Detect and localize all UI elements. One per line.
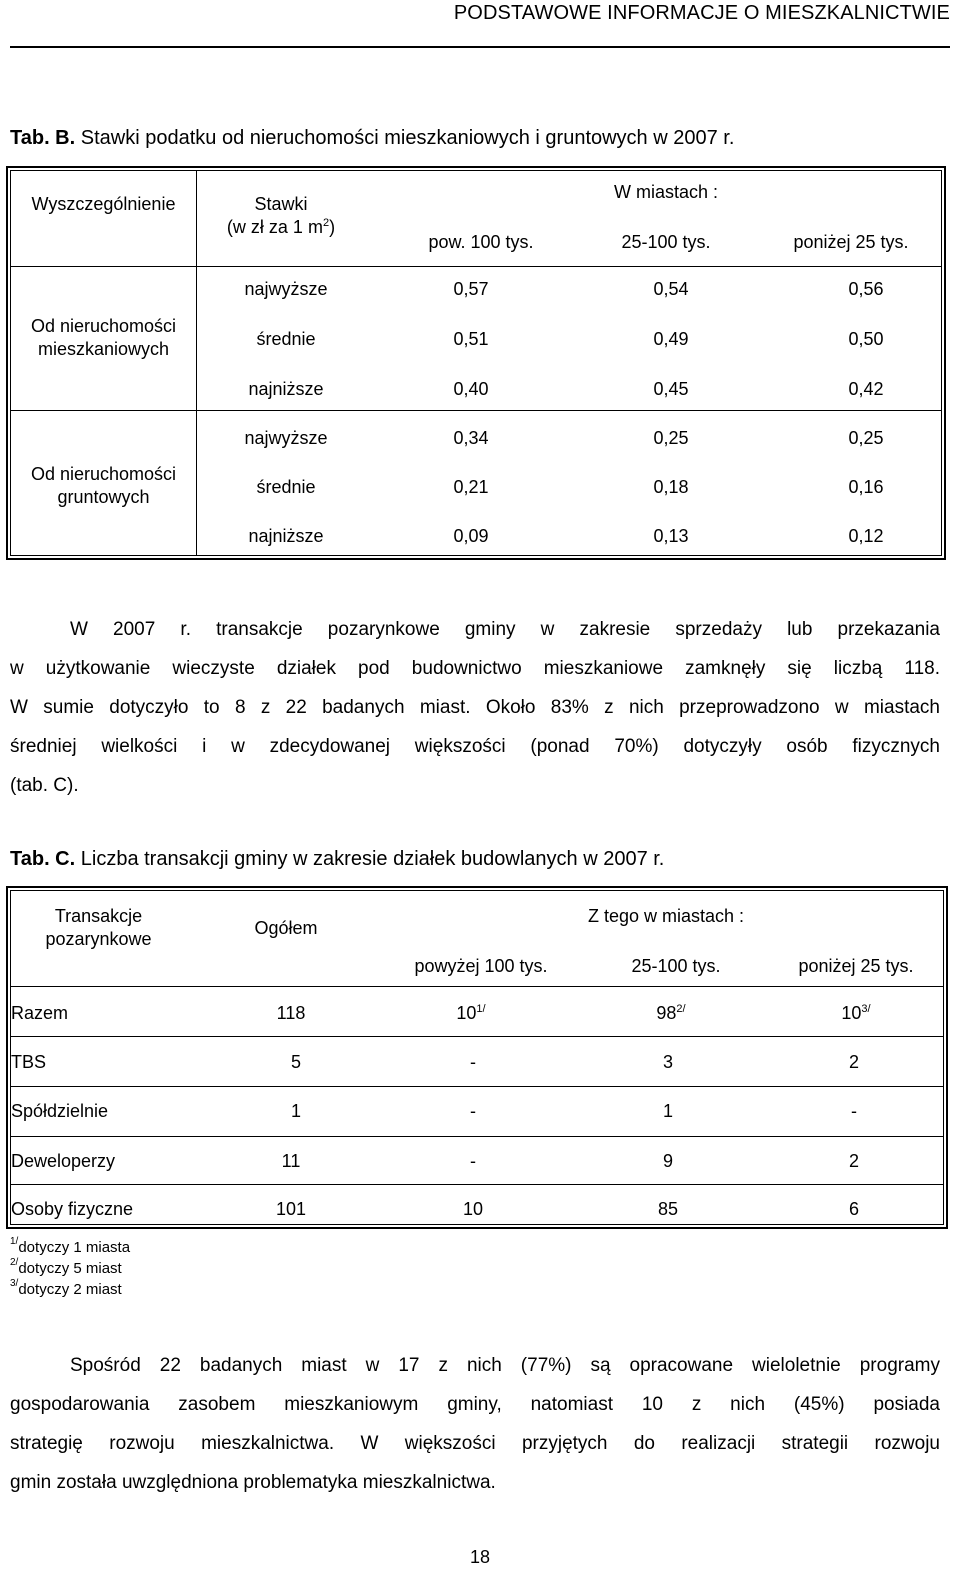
col-header-city3: poniżej 25 tys.: [793, 232, 909, 252]
col-header-type-line2: pozarynkowe: [45, 929, 152, 949]
footnote-mark: 2/: [10, 1257, 19, 1268]
value-city1: 0,57: [453, 279, 489, 299]
value-city1: [431, 1002, 511, 1025]
row-rule: [11, 1136, 943, 1137]
col-header-rates-line1: Stawki: [254, 194, 308, 214]
footnote: [10, 1238, 130, 1258]
value-city1: 0,21: [453, 477, 489, 497]
value-city1: 10: [462, 1199, 484, 1219]
row-rule: [11, 1086, 943, 1087]
value-text: 98: [656, 1003, 677, 1023]
group-label-residential: [11, 315, 196, 361]
value-city3: 0,42: [848, 379, 884, 399]
rate-label: najwyższe: [244, 279, 328, 299]
table-b-group-rule: [11, 410, 941, 411]
value-city3: 2: [848, 1151, 859, 1171]
table-c-title: Liczba transakcji gminy w zakresie działek budowlanych w 2007 r.: [80, 848, 665, 870]
table-b-header-rule: [11, 266, 941, 267]
value-city1: 0,34: [453, 428, 489, 448]
footnote-mark: 3/: [10, 1278, 19, 1289]
header-rule: [10, 46, 950, 48]
rate-label: najwyższe: [244, 428, 328, 448]
value-city2: 0,18: [653, 477, 689, 497]
table-b-title: Stawki podatku od nieruchomości mieszkaniowych i gruntowych w 2007 r.: [80, 127, 735, 149]
value-city3: 0,56: [848, 279, 884, 299]
col-header-type-line1: Transakcje: [54, 906, 143, 926]
row-rule: [11, 1036, 943, 1037]
col-header-city1: pow. 100 tys.: [428, 232, 534, 252]
value-city1: 0,40: [453, 379, 489, 399]
col-header-city1: powyżej 100 tys.: [414, 956, 548, 976]
row-rule: [11, 1184, 943, 1185]
value-total: 11: [281, 1151, 301, 1171]
value-city2: 0,49: [653, 329, 689, 349]
col-header-rates-line2: (w zł za 1 m: [226, 217, 323, 237]
col-header-city2: 25-100 tys.: [621, 232, 711, 252]
value-text: 10: [841, 1003, 862, 1023]
value-city2: [631, 1002, 711, 1025]
value-city1: -: [470, 1101, 476, 1121]
group-label-line2: gruntowych: [57, 487, 150, 507]
footnote-mark: 1/: [476, 1003, 486, 1015]
table-c: [10, 890, 944, 1225]
table-b: [10, 170, 942, 556]
footnote-mark: 1/: [10, 1236, 19, 1247]
paragraph-line: W 2007 r. transakcje pozarynkowe gminy w zakresie sprzedaży lub przekazania: [70, 619, 940, 640]
value-city3: [816, 1002, 896, 1025]
table-c-header-rule: [11, 986, 943, 987]
rate-label: średnie: [256, 329, 316, 349]
value-total: 5: [290, 1052, 301, 1072]
row-name: Osoby fizyczne: [11, 1199, 134, 1219]
value-city2: 9: [662, 1151, 673, 1171]
rate-label: najniższe: [248, 526, 324, 546]
value-city2: 85: [657, 1199, 679, 1219]
col-header-total: Ogółem: [254, 918, 318, 938]
col-header-spec: Wyszczególnienie: [31, 194, 176, 214]
row-name: Deweloperzy: [11, 1151, 116, 1171]
paragraph-line: Spośród 22 badanych miast w 17 z nich (77%) są opracowane wieloletnie programy: [70, 1355, 940, 1376]
value-total: 1: [290, 1101, 301, 1121]
row-name: TBS: [11, 1052, 47, 1072]
footnote: [10, 1280, 122, 1300]
footnote-text: dotyczy 5 miast: [18, 1260, 122, 1277]
page-number: 18: [469, 1547, 491, 1567]
value-city3: 2: [848, 1052, 859, 1072]
value-city2: 0,45: [653, 379, 689, 399]
value-city2: 1: [662, 1101, 673, 1121]
col-header-rates: [196, 193, 366, 239]
paragraph-line: W sumie dotyczyło to 8 z 22 badanych miast. Około 83% z nich przeprowadzono w miastach: [10, 697, 940, 718]
col-header-rates-sup: 2: [322, 217, 330, 229]
paragraph-strategies: [10, 1346, 940, 1502]
value-total: 101: [275, 1199, 307, 1219]
value-city3: -: [851, 1101, 857, 1121]
value-total: 118: [276, 1003, 306, 1023]
value-city2: 0,54: [653, 279, 689, 299]
rate-label: najniższe: [248, 379, 324, 399]
paragraph-line: gospodarowania zasobem mieszkaniowym gminy, natomiast 10 z nich (45%) posiada: [10, 1394, 940, 1415]
col-header-group: Z tego w miastach :: [587, 906, 745, 926]
group-label-land: [11, 463, 196, 509]
value-city3: 6: [848, 1199, 859, 1219]
value-text: 10: [456, 1003, 477, 1023]
footnote-text: dotyczy 2 miast: [18, 1281, 122, 1298]
paragraph-line: strategię rozwoju mieszkalnictwa. W większości przyjętych do realizacji strategii rozwoju: [10, 1433, 940, 1454]
col-header-city3: poniżej 25 tys.: [798, 956, 914, 976]
col-header-type: [11, 905, 186, 951]
value-city3: 0,50: [848, 329, 884, 349]
value-city1: -: [470, 1151, 476, 1171]
value-city3: 0,16: [848, 477, 884, 497]
footnote: [10, 1259, 122, 1279]
footnote-mark: 2/: [676, 1003, 686, 1015]
value-city1: -: [470, 1052, 476, 1072]
rate-label: średnie: [256, 477, 316, 497]
paragraph-line: gmin została uwzględniona problematyka mieszkalnictwa.: [10, 1472, 496, 1493]
table-b-label: Tab. B.: [10, 127, 76, 149]
value-city2: 0,13: [653, 526, 689, 546]
value-city1: 0,51: [453, 329, 489, 349]
row-name: Razem: [11, 1003, 69, 1023]
group-label-line1: Od nieruchomości: [30, 316, 177, 336]
table-c-label: Tab. C.: [10, 848, 76, 870]
group-label-line2: mieszkaniowych: [37, 339, 170, 359]
col-header-city2: 25-100 tys.: [631, 956, 721, 976]
row-name: Spółdzielnie: [11, 1101, 109, 1121]
paragraph-line: w użytkowanie wieczyste działek pod budownictwo mieszkaniowe zamknęły się liczbą 118.: [10, 658, 940, 679]
table-c-caption: [10, 848, 664, 871]
paragraph-transactions: [10, 610, 940, 805]
value-city3: 0,12: [848, 526, 884, 546]
table-b-caption: [10, 127, 734, 150]
value-city2: 3: [662, 1052, 673, 1072]
footnote-mark: 3/: [861, 1003, 871, 1015]
value-city2: 0,25: [653, 428, 689, 448]
group-label-line1: Od nieruchomości: [30, 464, 177, 484]
col-header-group: W miastach :: [613, 182, 719, 202]
running-header: PODSTAWOWE INFORMACJE O MIESZKALNICTWIE: [453, 2, 950, 24]
paragraph-line: (tab. C).: [10, 775, 79, 796]
col-header-rates-close: ): [329, 217, 336, 237]
value-city1: 0,09: [453, 526, 489, 546]
value-city3: 0,25: [848, 428, 884, 448]
paragraph-line: średniej wielkości i w zdecydowanej większości (ponad 70%) dotyczyły osób fizycznych: [10, 736, 940, 757]
footnote-text: dotyczy 1 miasta: [18, 1239, 131, 1256]
